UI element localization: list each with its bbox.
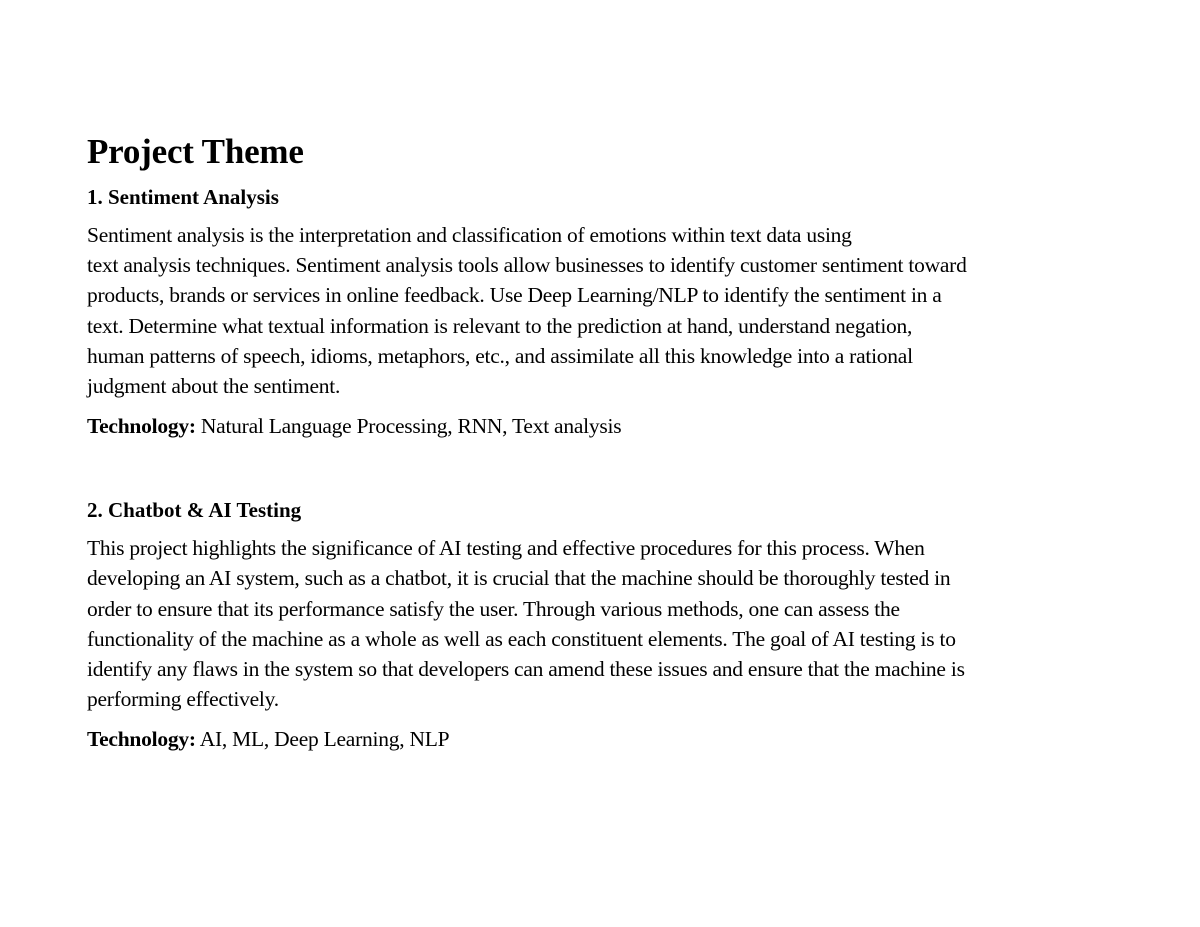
body-line: identify any flaws in the system so that developers can amend these issues and ensure that the machine is [87,657,965,682]
section-heading: 2. Chatbot & AI Testing [87,498,302,523]
technology-label: Technology: [87,727,196,752]
technology-label: Technology: [87,414,196,439]
section-sentiment-analysis [87,184,1117,439]
section-body [87,533,1117,714]
body-line: Sentiment analysis is the interpretation and classification of emotions within text data using [87,223,852,247]
body-line: text. Determine what textual information is relevant to the prediction at hand, understand negation, [87,313,913,338]
technology-value: Natural Language Processing, RNN, Text analysis [195,414,622,439]
body-line: This project highlights the significance of AI testing and effective procedures for this process. When [87,536,925,561]
body-line: developing an AI system, such as a chatbot, it is crucial that the machine should be thoroughly tested in [87,566,951,591]
technology-value: AI, ML, Deep Learning, NLP [195,727,450,752]
section-body [87,220,1117,401]
body-line: judgment about the sentiment. [87,374,341,399]
body-line: functionality of the machine as a whole as well as each constituent elements. The goal of AI testing is to [87,626,956,651]
technology-line [87,726,1117,752]
body-line: performing effectively. [87,687,279,712]
body-line: products, brands or services in online feedback. Use Deep Learning/NLP to identify the sentiment in a [87,283,942,308]
page-title: Project Theme [87,132,304,171]
section-chatbot-ai-testing [87,497,1117,752]
body-line: human patterns of speech, idioms, metaphors, etc., and assimilate all this knowledge into a rational [87,343,913,368]
section-heading: 1. Sentiment Analysis [87,185,279,209]
body-line: order to ensure that its performance satisfy the user. Through various methods, one can assess the [87,596,900,621]
technology-line [87,413,1117,439]
document-page [87,132,1117,752]
body-line: text analysis techniques. Sentiment analysis tools allow businesses to identify customer sentiment toward [87,253,967,278]
